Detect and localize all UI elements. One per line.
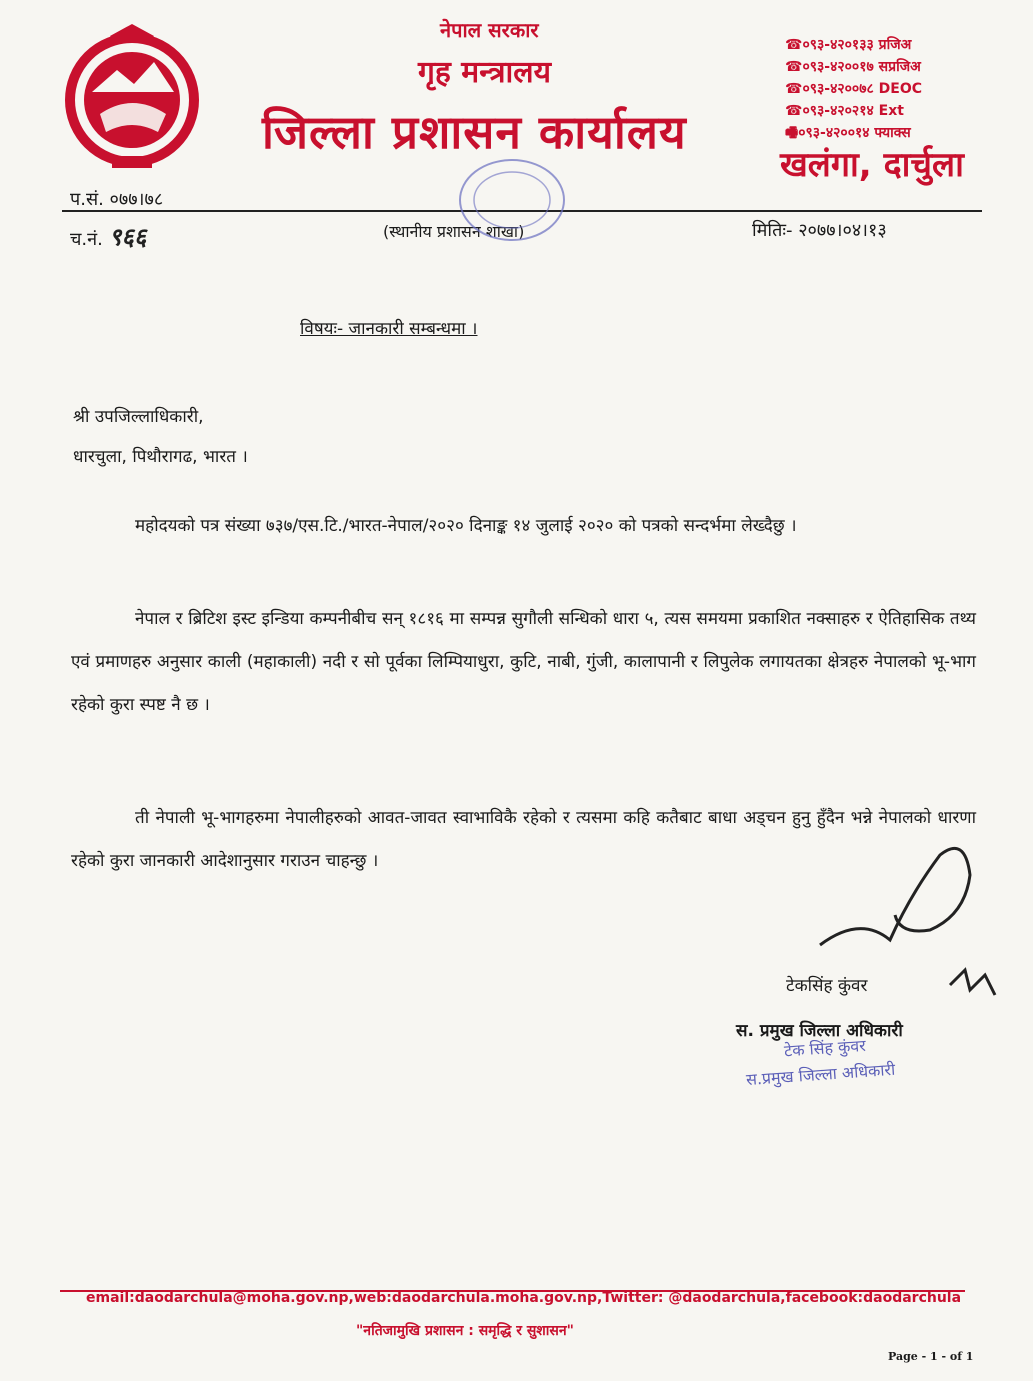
footer-contact: email:daodarchula@moha.gov.np,web:daodarchula.moha.gov.np,Twitter: @daodarchula,facebook:daodarchula: [86, 1290, 962, 1306]
stamp-title: स.प्रमुख जिल्ला अधिकारी: [745, 1059, 896, 1090]
addressee-title: श्री उपजिल्लाधिकारी,: [73, 407, 204, 427]
footer-motto: "नतिजामुखि प्रशासन : समृद्धि र सुशासन": [356, 1323, 574, 1339]
ministry-name: गृह मन्त्रालय: [418, 55, 552, 90]
body-paragraph-2: नेपाल र ब्रिटिश इस्ट इन्डिया कम्पनीबीच सन् १८१६ मा सम्पन्न सुगौली सन्धिको धारा ५, त्यस समयमा प्रकाशित नक्साहरु र ऐतिहासिक तथ्य एवं प्रमाणहरु अनुसार काली (महाकाली) नदी र सो पूर्वका लिम्पियाधुरा, कुटि, नाबी, गुंजी, कालापानी र लिपुलेक लगायतका क्षेत्रहरु नेपालको भू-भाग रहेको कुरा स्पष्ट नै छ ।: [71, 609, 976, 715]
office-location: खलंगा, दार्चुला: [780, 145, 964, 185]
signatory-name: टेकसिंह कुंवर: [786, 976, 868, 996]
dispatch-value: ९६६: [108, 222, 147, 251]
office-name: जिल्ला प्रशासन कार्यालय: [262, 105, 687, 159]
contact-line: ☎०९३-४२०१३३ प्रजिअ: [785, 37, 912, 53]
contact-line: ☎०९३-४२००१७ सप्रजिअ: [785, 59, 921, 75]
contact-line: ☎०९३-४२०२१४ Ext: [785, 103, 904, 119]
body-paragraph-3: ती नेपाली भू-भागहरुमा नेपालीहरुको आवत-जावत स्वाभाविकै रहेको र त्यसमा कहि कतैबाट बाधा अड्चन हुनु हुँदैन भन्ने नेपालको धारणा रहेको कुरा जानकारी आदेशानुसार गराउन चाहन्छु ।: [71, 808, 976, 871]
government-name: नेपाल सरकार: [440, 18, 539, 42]
branch-name: (स्थानीय प्रशासन शाखा): [383, 222, 525, 241]
letter-date: मितिः- २०७७।०४।१३: [752, 220, 887, 241]
contact-line: ☎०९३-४२००७८ DEOC: [785, 81, 923, 97]
reference-number: प.सं. ०७७।७८: [70, 189, 164, 210]
page-number: Page - 1 - of 1: [888, 1350, 974, 1363]
signatory-title: स. प्रमुख जिल्ला अधिकारी: [736, 1021, 903, 1041]
stamp-name: टेक सिंह कुंवर: [783, 1035, 867, 1061]
addressee-address: धारचुला, पिथौरागढ, भारत ।: [73, 447, 248, 467]
signature-stamp: [743, 1031, 896, 1093]
dispatch-number: [70, 220, 146, 253]
nepal-emblem-icon: [62, 22, 202, 172]
contact-list: [785, 34, 922, 144]
dispatch-label: च.नं.: [70, 229, 103, 250]
body-paragraph-1: महोदयको पत्र संख्या ७३७/एस.टि./भारत-नेपाल/२०२० दिनाङ्क १४ जुलाई २०२० को पत्रको सन्दर्भमा लेख्दैछु ।: [135, 516, 797, 536]
office-stamp-icon: [452, 150, 572, 250]
letter-subject: विषयः- जानकारी सम्बन्धमा ।: [300, 319, 478, 339]
contact-line: 🖷०९३-४२००१४ फ्याक्स: [785, 125, 911, 141]
